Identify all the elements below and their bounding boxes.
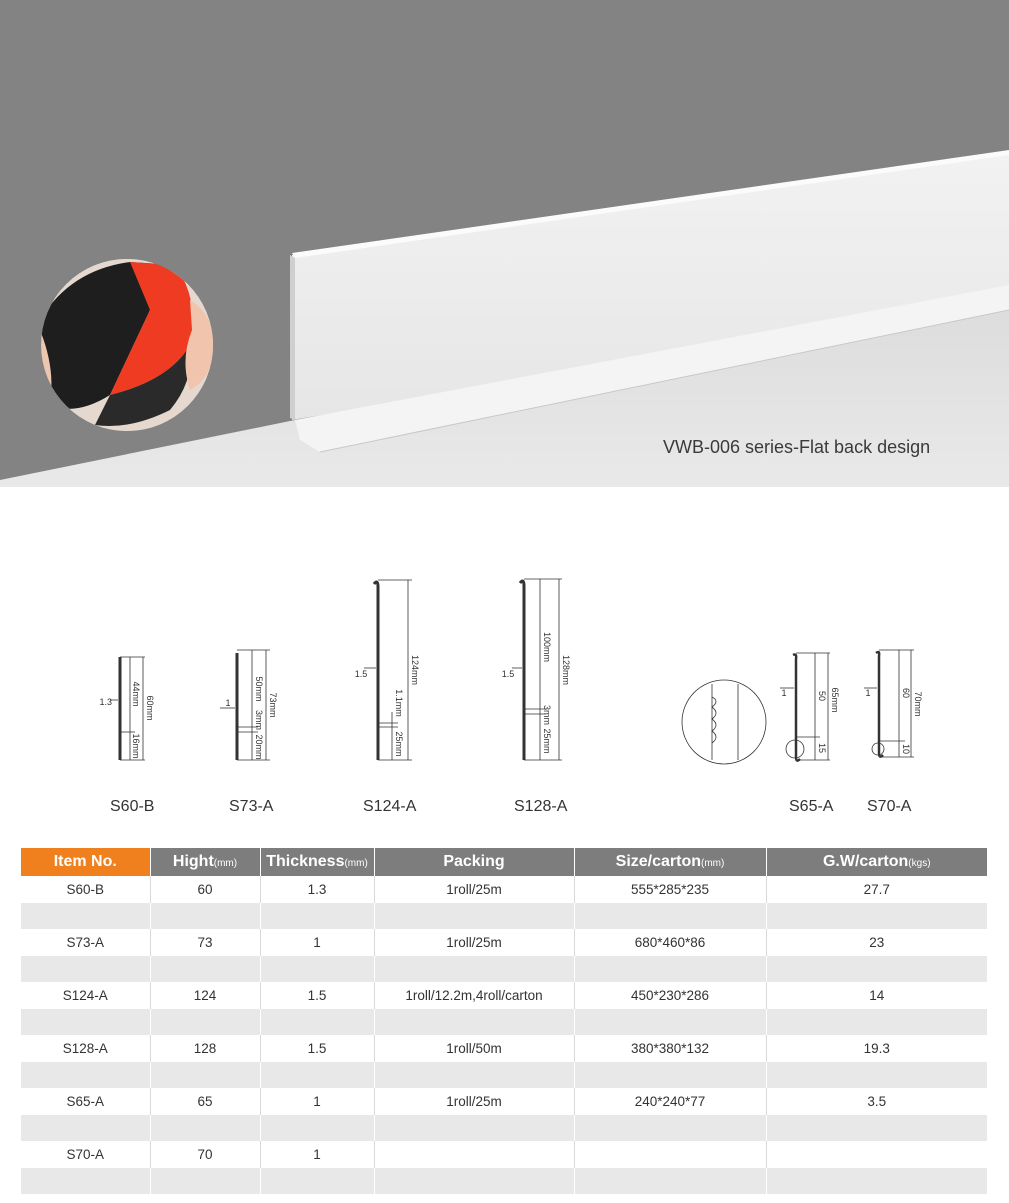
dim-s124a-mid: 1.1mm xyxy=(394,689,404,717)
dim-s60b-thickness: 1.3 xyxy=(99,697,112,707)
dim-s65a-lower: 15 xyxy=(817,742,827,754)
table-row xyxy=(21,929,987,956)
model-label-s73-a: S73-A xyxy=(229,798,274,815)
dim-s128a-upper: 100mm xyxy=(542,631,552,663)
cell-size: 680*460*86 xyxy=(574,929,766,956)
dim-s124a-lower: 25mm xyxy=(394,731,404,757)
dim-s65a-upper: 50 xyxy=(817,690,827,702)
table-row xyxy=(21,982,987,1009)
drawing-s128-a xyxy=(502,579,571,760)
table-header-row xyxy=(21,848,987,876)
table-spacer-row xyxy=(21,1009,987,1036)
cell-packing: 1roll/12.2m,4roll/carton xyxy=(374,982,574,1009)
col-header-gw-carton: G.W/carton(kgs) xyxy=(766,848,987,876)
dim-s70a-height: 70mm xyxy=(913,691,923,717)
model-label-s60-b: S60-B xyxy=(110,798,155,815)
cell-item: S73-A xyxy=(21,929,150,956)
cell-item: S124-A xyxy=(21,982,150,1009)
cell-gw: 3.5 xyxy=(867,1093,887,1109)
drawing-s70-a xyxy=(864,650,923,757)
cell-packing: 1roll/25m xyxy=(374,876,574,903)
dim-s73a-upper: 50mm xyxy=(254,676,264,702)
dim-s73a-thickness: 1 xyxy=(225,698,231,708)
profile-drawings xyxy=(0,487,1009,837)
table-spacer-row xyxy=(21,956,987,983)
dim-s73a-lower: 20mm xyxy=(254,734,264,760)
cell-height: 128 xyxy=(150,1035,260,1062)
model-label-s65-a: S65-A xyxy=(789,798,834,815)
cell-item: S70-A xyxy=(21,1141,150,1168)
cell-packing: 1roll/25m xyxy=(374,929,574,956)
cell-gw: 23 xyxy=(869,934,885,950)
col-header-size-carton: Size/carton(mm) xyxy=(574,848,766,876)
dim-s128a-mid: 3mm xyxy=(542,705,552,725)
cell-gw: 14 xyxy=(869,987,885,1003)
cell-thickness: 1 xyxy=(260,1088,374,1115)
dim-s128a-lower: 25mm xyxy=(542,728,552,754)
col-header-packing: Packing xyxy=(374,848,574,876)
cell-height: 60 xyxy=(150,876,260,903)
cell-height: 70 xyxy=(150,1141,260,1168)
cell-gw xyxy=(766,1141,987,1168)
cell-size: 450*230*286 xyxy=(574,982,766,1009)
drawing-s124-a xyxy=(355,580,420,760)
hero-caption: VWB-006 series-Flat back design xyxy=(663,437,931,457)
dim-s128a-thickness: 1.5 xyxy=(501,669,515,679)
cell-size: 380*380*132 xyxy=(574,1035,766,1062)
dim-s73a-height: 73mm xyxy=(268,692,278,718)
table-row xyxy=(21,1035,987,1062)
cell-packing xyxy=(374,1141,574,1168)
cell-gw: 27.7 xyxy=(863,881,890,897)
dim-s60b-lower: 16mm xyxy=(131,733,141,759)
col-header-thickness: Thickness(mm) xyxy=(260,848,374,876)
dim-s65a-height: 65mm xyxy=(830,687,840,713)
cell-thickness: 1 xyxy=(260,1141,374,1168)
cell-height: 124 xyxy=(150,982,260,1009)
cell-thickness: 1.5 xyxy=(260,1035,374,1062)
cell-thickness: 1 xyxy=(260,929,374,956)
dim-s70a-thickness: 1 xyxy=(865,688,871,698)
cell-thickness: 1.3 xyxy=(260,876,374,903)
dim-s65a-thickness: 1 xyxy=(781,688,787,698)
table-spacer-row xyxy=(21,903,987,930)
dim-s70a-upper: 60 xyxy=(901,687,911,699)
table-spacer-row xyxy=(21,1168,987,1195)
cell-item: S60-B xyxy=(21,876,150,903)
cell-height: 73 xyxy=(150,929,260,956)
table-row xyxy=(21,1088,987,1115)
model-label-s128-a: S128-A xyxy=(514,798,568,815)
hero-banner xyxy=(0,0,1009,487)
model-label-s124-a: S124-A xyxy=(363,798,417,815)
cell-size: 240*240*77 xyxy=(574,1088,766,1115)
col-header-height: Hight(mm) xyxy=(150,848,260,876)
table-row xyxy=(21,1141,987,1168)
dim-s60b-height: 60mm xyxy=(145,695,155,721)
dim-s128a-height: 128mm xyxy=(561,654,571,686)
spec-table xyxy=(21,848,987,1194)
cell-height: 65 xyxy=(150,1088,260,1115)
cell-thickness: 1.5 xyxy=(260,982,374,1009)
model-label-s70-a: S70-A xyxy=(867,798,912,815)
cell-gw: 19.3 xyxy=(863,1040,890,1056)
cell-size xyxy=(574,1141,766,1168)
dim-s124a-thickness: 1.5 xyxy=(354,669,368,679)
drawing-s60-b xyxy=(99,657,155,760)
table-spacer-row xyxy=(21,1062,987,1089)
cell-item: S128-A xyxy=(21,1035,150,1062)
table-row xyxy=(21,876,987,903)
table-spacer-row xyxy=(21,1115,987,1142)
hero-illustration xyxy=(0,0,1009,487)
dim-s124a-height: 124mm xyxy=(410,654,420,686)
cell-item: S65-A xyxy=(21,1088,150,1115)
dim-s70a-lower: 10 xyxy=(901,743,911,755)
drawing-s65-a xyxy=(780,653,840,761)
dim-s60b-upper: 44mm xyxy=(131,681,141,707)
cell-size: 555*285*235 xyxy=(574,876,766,903)
cell-packing: 1roll/50m xyxy=(374,1035,574,1062)
dim-s73a-mid: 3mm xyxy=(254,710,264,730)
col-header-item-no: Item No. xyxy=(21,848,150,876)
profile-detail-circle xyxy=(682,680,766,764)
drawing-s73-a xyxy=(220,650,278,760)
cell-packing: 1roll/25m xyxy=(374,1088,574,1115)
profile-drawings-svg xyxy=(0,487,1009,837)
